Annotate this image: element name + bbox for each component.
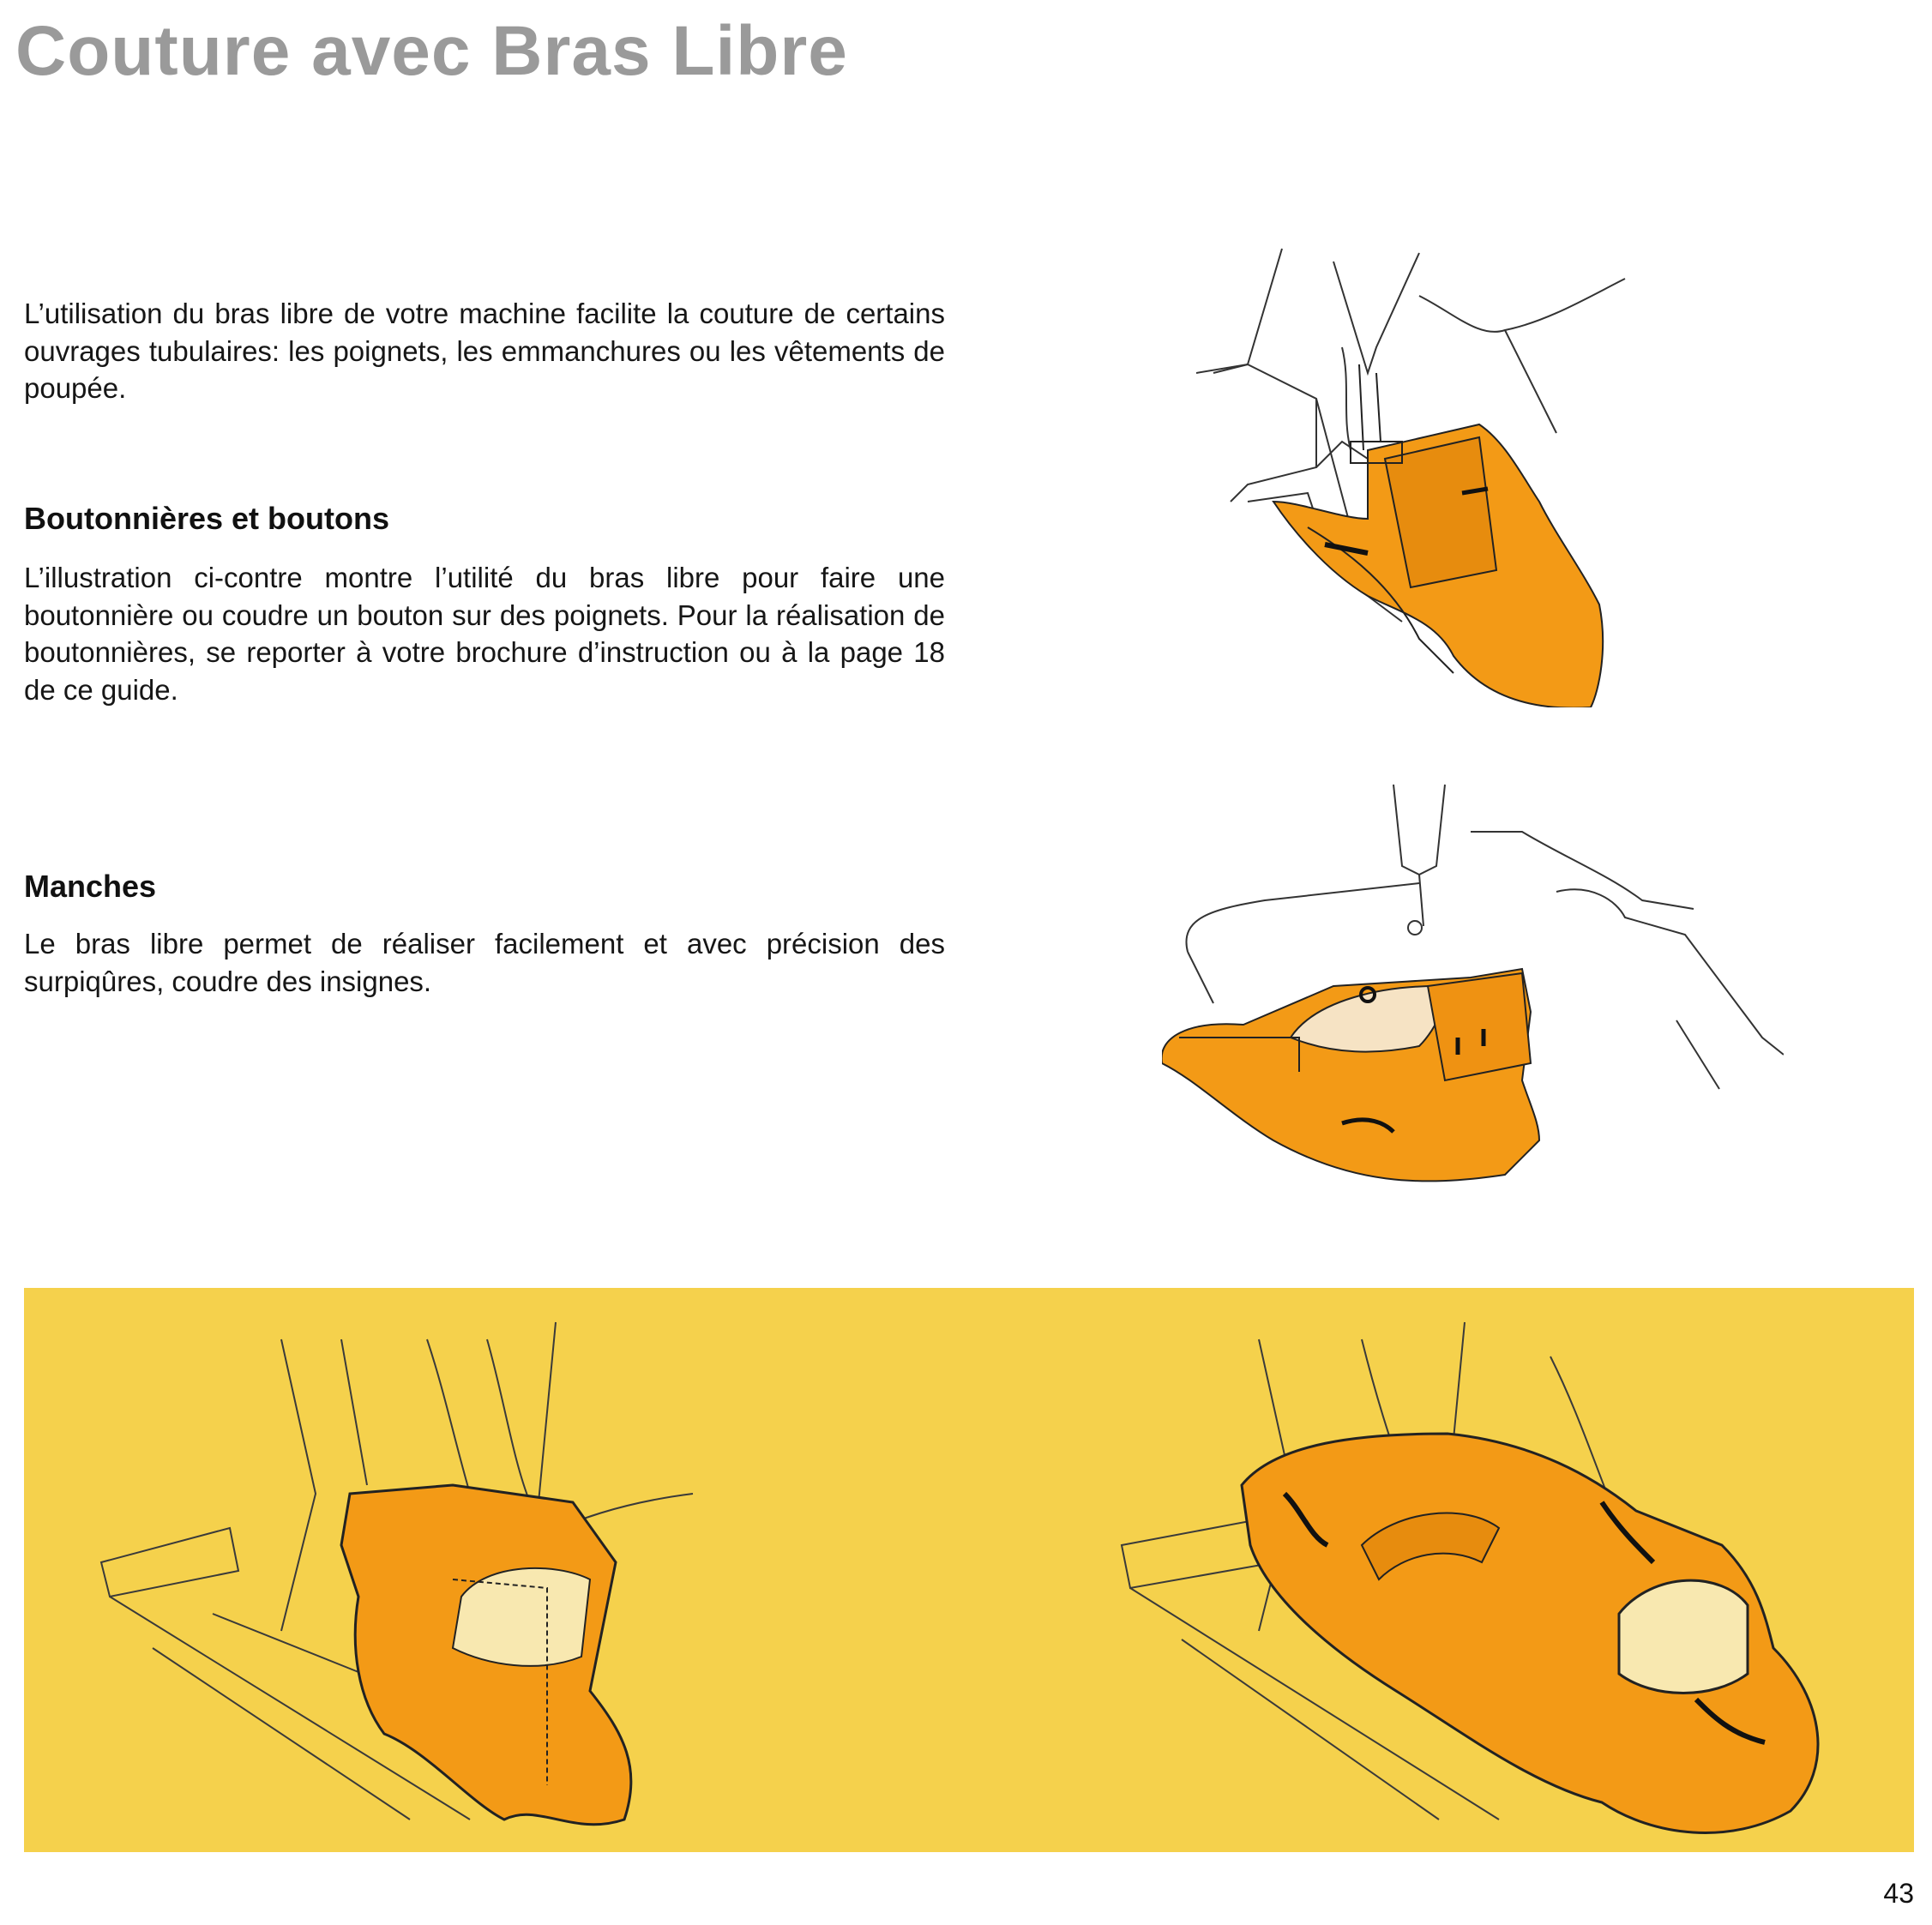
sewing-buttonhole-cuff-illustration xyxy=(1196,244,1629,707)
bottom-yellow-panel xyxy=(24,1288,1914,1852)
section-body-sleeves: Le bras libre permet de réaliser facilement et avec précision des surpiqûres, coudre des insignes. xyxy=(24,928,945,997)
page-number: 43 xyxy=(1883,1878,1914,1909)
sewing-sleeve-illustration xyxy=(1162,780,1784,1200)
section-heading-buttonholes: Boutonnières et boutons xyxy=(24,501,389,536)
section-heading-sleeves: Manches xyxy=(24,869,157,904)
section-body-buttonholes: L’illustration ci-contre montre l’utilité du bras libre pour faire une boutonnière ou coudre un bouton sur des poignets. Pour la réalisation de boutonnières, se reporter à votre brochure d’instruction ou à la page 18 de ce guide. xyxy=(24,562,945,706)
page-title: Couture avec Bras Libre xyxy=(15,12,848,90)
intro-paragraph: L’utilisation du bras libre de votre machine facilite la couture de certains ouvrages tubulaires: les poignets, les emmanchures ou les vêtements de poupée. xyxy=(24,298,945,404)
